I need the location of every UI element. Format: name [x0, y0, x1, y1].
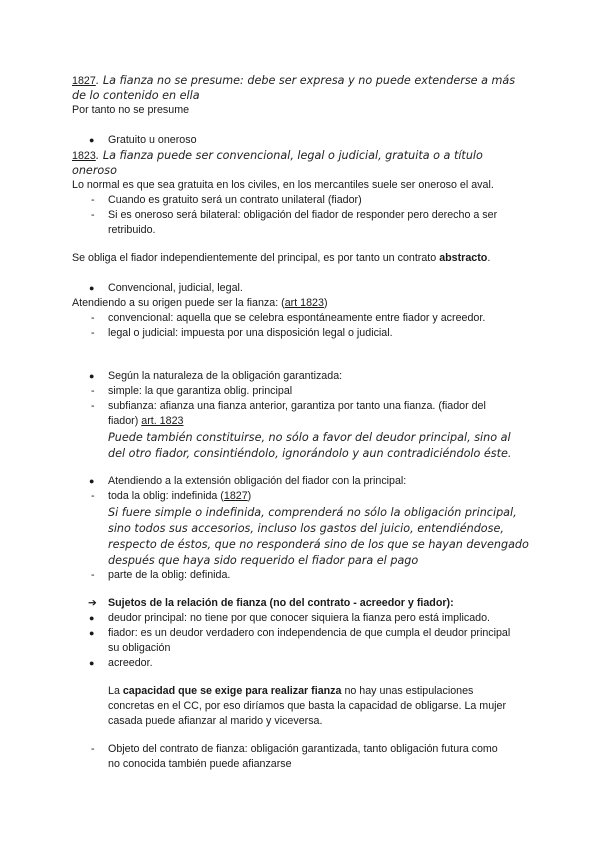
dash-item: subfianza: afianza una fianza anterior, garantiza por tanto una fianza. (fiador del: [108, 400, 486, 412]
paragraph: Lo normal es que sea gratuita en los civiles, en los mercantiles suele ser oneroso el aval.: [72, 179, 494, 191]
quote-line: respecto de éstos, que no responderá sino de los que se hayan devengado: [108, 538, 529, 551]
article-link[interactable]: 1827: [72, 75, 96, 87]
bullet-icon: ●: [89, 283, 95, 293]
bullet-icon: ●: [89, 658, 95, 668]
dash-item: Si es oneroso será bilateral: obligación del fiador de responder pero derecho a ser: [108, 209, 498, 221]
bullet-item: Según la naturaleza de la obligación garantizada:: [108, 370, 343, 382]
bullet-item: fiador: es un deudor verdadero con independencia de que cumpla el deudor principal: [108, 627, 511, 639]
dash-icon: -: [91, 569, 95, 581]
paragraph: [108, 684, 473, 699]
paragraph-text: Atendiendo a su origen puede ser la fianza: (: [72, 297, 285, 309]
bullet-icon: ●: [89, 628, 95, 638]
dash-item-cont: no conocida también puede afianzarse: [108, 758, 292, 770]
dash-item: legal o judicial: impuesta por una disposición legal o judicial.: [108, 327, 393, 339]
article-link[interactable]: art. 1823: [141, 415, 184, 427]
quote-line: del otro fiador, consintiéndolo, ignorándolo y aun contradiciéndolo éste.: [108, 447, 512, 460]
dash-icon: -: [91, 400, 95, 412]
paragraph-cont: concretas en el CC, por eso diríamos que basta la capacidad de obligarse. La mujer: [108, 700, 507, 712]
bullet-icon: ●: [89, 135, 95, 145]
quote-line: sino todos sus accesorios, incluso los gastos del juicio, entendiéndose,: [108, 522, 504, 535]
dash-item-text: fiador): [108, 415, 142, 427]
dash-icon: -: [91, 490, 95, 502]
article-link[interactable]: art 1823: [284, 297, 324, 309]
dash-icon: -: [91, 385, 95, 397]
dash-item: parte de la oblig: definida.: [108, 569, 231, 581]
article-text-cont: de lo contenido en ella: [72, 89, 200, 102]
article-1827-line: [72, 73, 515, 89]
dash-item: Objeto del contrato de fianza: obligación garantizada, tanto obligación futura como: [108, 743, 498, 755]
arrow-icon: ➔: [88, 597, 97, 609]
bold-term: abstracto: [439, 252, 488, 264]
bullet-item-cont: su obligación: [108, 642, 171, 654]
bold-term: capacidad que se exige para realizar fianza: [122, 685, 342, 697]
quote-line: Puede también constituirse, no sólo a favor del deudor principal, sino al: [108, 431, 511, 444]
bullet-item: Gratuito u oneroso: [108, 134, 197, 146]
dash-item: simple: la que garantiza oblig. principal: [108, 385, 293, 397]
bullet-icon: ●: [89, 476, 95, 486]
dash-icon: -: [91, 209, 95, 221]
dash-item-cont: retribuido.: [108, 224, 156, 236]
bullet-icon: ●: [89, 613, 95, 623]
paragraph-text: no hay unas estipulaciones: [341, 685, 474, 697]
article-link[interactable]: 1827: [223, 490, 248, 502]
bullet-icon: ●: [89, 371, 95, 381]
paragraph-text: La: [108, 685, 123, 697]
paragraph-cont: casada puede afianzar al marido y viceversa.: [108, 715, 323, 727]
quote-line: después que haya sido requerido el fiador para el pago: [108, 554, 419, 567]
dash-icon: -: [91, 743, 95, 755]
dash-item: convencional: aquella que se celebra espontáneamente entre fiador y acreedor.: [108, 312, 486, 324]
paragraph: [72, 251, 490, 266]
article-link[interactable]: 1823: [72, 150, 96, 162]
dash-item-text: toda la oblig: indefinida (: [108, 490, 224, 502]
bullet-item: deudor principal: no tiene por que conocer siquiera la fianza pero está implicado.: [108, 612, 491, 624]
article-text: . La fianza no se presume: debe ser expresa y no puede extenderse a más: [95, 74, 516, 87]
article-text-cont: oneroso: [72, 164, 117, 177]
dash-item: Cuando es gratuito será un contrato unilateral (fiador): [108, 194, 362, 206]
bullet-item: Atendiendo a la extensión obligación del fiador con la principal:: [108, 475, 407, 487]
bullet-item: acreedor.: [108, 657, 153, 669]
bullet-item: Convencional, judicial, legal.: [108, 282, 243, 294]
dash-item-cont: [108, 414, 183, 429]
article-1823-line: [72, 148, 483, 164]
dash-icon: -: [91, 312, 95, 324]
dash-icon: -: [91, 194, 95, 206]
paragraph-end: ): [323, 297, 328, 309]
paragraph: Por tanto no se presume: [72, 104, 190, 116]
article-text: . La fianza puede ser convencional, legal o judicial, gratuita o a título: [95, 149, 483, 162]
section-heading: Sujetos de la relación de fianza (no del contrato - acreedor y fiador):: [108, 597, 454, 609]
paragraph: [72, 296, 328, 311]
dash-icon: -: [91, 327, 95, 339]
paragraph-end: .: [487, 252, 491, 264]
dash-item: [108, 489, 251, 504]
paragraph-text: Se obliga el fiador independientemente del principal, es por tanto un contrato: [72, 252, 440, 264]
quote-line: Si fuere simple o indefinida, comprenderá no sólo la obligación principal,: [108, 506, 517, 519]
dash-item-end: ): [247, 490, 252, 502]
